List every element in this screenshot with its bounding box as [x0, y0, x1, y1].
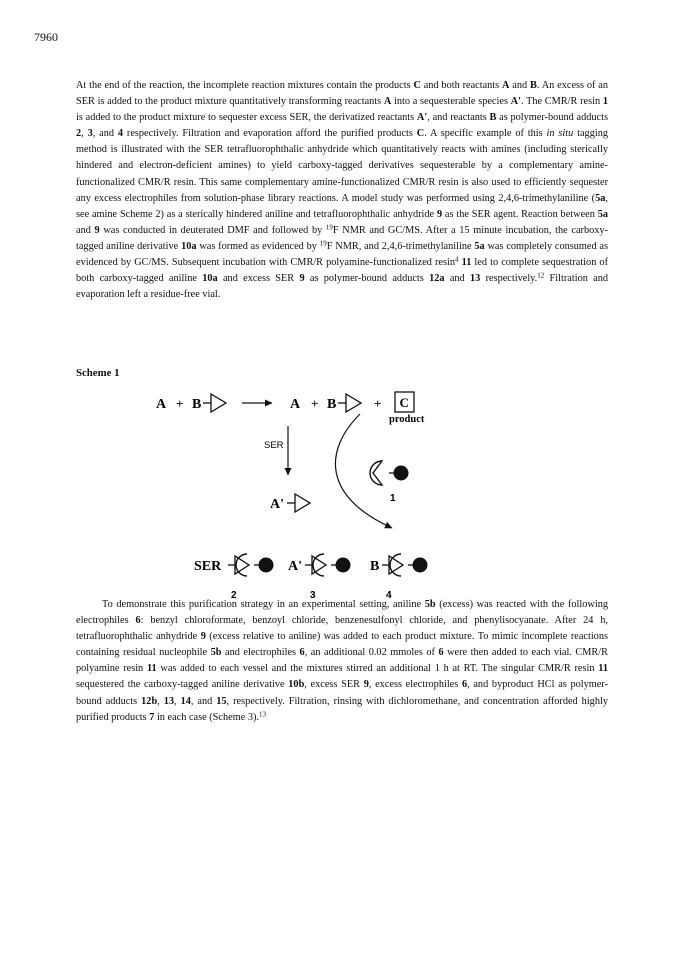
compound-ref: A: [502, 80, 510, 91]
adduct-number-2: 2: [231, 590, 237, 598]
compound-ref: 15: [216, 695, 227, 707]
compound-ref: 2: [76, 128, 82, 140]
adduct-number-3: 3: [310, 590, 316, 598]
a-prime-label: A': [270, 497, 284, 512]
italic-text: in situ: [546, 128, 574, 140]
text-run: , see amine Scheme 2) as a sterically hindered aniline and tetrafluorophthalic anhydride: [76, 192, 608, 220]
compound-ref: 9: [94, 224, 100, 236]
adduct-3-icon: [305, 554, 351, 576]
compound-ref: 9: [299, 273, 305, 285]
plus-sign: +: [176, 396, 184, 411]
text-run: , excess electrophiles: [368, 679, 462, 691]
compound-ref: 5b: [424, 599, 436, 610]
compound-ref: 3: [87, 128, 93, 140]
plus-sign-2: +: [311, 396, 319, 411]
text-run: tagging method is illustrated with the SER tetrafluorophthalic anhydride which quantitatively reacts with amines (including sterically hindered and electron-deficient amines) to yield carboxy-tagged derivatives sequesterable by a complementary amine-functionalized CMR/R resin. This same complementary amine-functionalized CMR/R resin is also used to efficiently sequester any excess electrophiles from solution-phase library reactions. A model study was performed using 2,4,6-trimethylaniline (: [76, 128, 609, 204]
paragraph-2: [76, 597, 608, 726]
text-run: To demonstrate this purification strategy in an experimental setting, aniline: [102, 599, 425, 610]
compound-ref: 14: [180, 695, 191, 707]
text-run: ,: [81, 128, 88, 140]
compound-ref: 9: [363, 679, 369, 691]
compound-ref: 5b: [210, 647, 222, 659]
ser-arrow-label: SER: [264, 440, 284, 451]
text-run: , and: [190, 695, 217, 707]
superscript: 12: [537, 271, 545, 280]
text-run: . An excess of an SER is added to the product mixture quantitatively transforming reactants: [76, 80, 609, 108]
text-run: as polymer-bound adducts: [304, 273, 430, 285]
text-run: F NMR and GC/MS. After a 15 minute incubation, the carboxy-tagged aniline derivative: [76, 224, 608, 252]
text-run: as the SER agent. Reaction between: [442, 208, 598, 220]
text-run: led to complete sequestration of both carboxy-tagged aniline: [76, 257, 609, 285]
text-run: ,: [157, 695, 164, 707]
text-run: respectively.: [480, 273, 538, 285]
reactant-a-label-2: A: [290, 397, 301, 412]
reactant-a-label: A: [156, 397, 167, 412]
resin-receptor-icon: [370, 461, 409, 485]
compound-ref: C: [413, 80, 421, 91]
curved-arrow: [335, 414, 392, 528]
superscript: 19: [325, 223, 333, 232]
compound-ref: 13: [163, 695, 175, 707]
paragraph-1: [76, 78, 608, 303]
compound-ref: A: [383, 96, 392, 108]
text-run: were then added to each vial. CMR/R polyamine resin: [76, 647, 609, 675]
text-run: and both reactants: [420, 80, 503, 91]
compound-ref: 11: [598, 663, 608, 675]
compound-ref: 6: [461, 679, 468, 691]
compound-ref: 9: [436, 208, 443, 220]
text-run: (excess) was reacted with the following electrophiles: [76, 599, 608, 627]
compound-ref: 6: [438, 647, 444, 659]
text-run: ,: [174, 695, 181, 707]
adduct-2-icon: [228, 554, 274, 576]
a-prime-adduct-label: A': [288, 559, 302, 574]
text-run: F NMR, and 2,4,6-trimethylaniline: [326, 240, 475, 252]
text-run: , and reactants: [427, 112, 490, 124]
text-run: was added to each vessel and the mixtures stirred an additional 1 h at RT. The singular CMR/R resin: [156, 663, 599, 675]
text-run: . A specific example of this: [424, 128, 547, 140]
text-run: , and byproduct HCl as polymer-bound adducts: [76, 679, 608, 707]
superscript: 4: [455, 255, 459, 264]
text-run: is added to the product mixture to sequester excess SER, the derivatized reactants: [76, 112, 417, 124]
compound-ref: 4: [117, 128, 124, 140]
compound-ref: B: [530, 80, 537, 91]
text-run: (excess relative to aniline) was added to each product mixture. To mimic incomplete reactions containing residual nucleophile: [76, 631, 608, 659]
compound-ref: A': [510, 96, 521, 108]
text-run: and excess SER: [217, 273, 300, 285]
text-run: . The CMR/R resin: [520, 96, 603, 108]
tag-triangle-icon: [338, 394, 361, 412]
product-label: product: [389, 414, 425, 425]
b-adduct-label: B: [370, 559, 380, 574]
compound-ref: 10a: [202, 273, 218, 285]
reactant-b-label: B: [192, 397, 202, 412]
superscript: 19: [319, 239, 327, 248]
compound-ref: 12b: [141, 695, 158, 707]
text-run: as polymer-bound adducts: [496, 112, 608, 124]
compound-ref: A': [416, 112, 428, 124]
compound-ref: 7: [149, 711, 155, 723]
text-run: At the end of the reaction, the incomplete reaction mixtures contain the products: [76, 80, 414, 91]
compound-ref: 11: [146, 663, 157, 675]
compound-ref: 9: [200, 631, 206, 643]
scheme-1-diagram: [120, 378, 540, 598]
text-run: and: [444, 273, 470, 285]
adduct-number-4: 4: [386, 590, 392, 598]
text-run: was formed as evidenced by: [196, 240, 320, 252]
compound-ref: C: [416, 128, 425, 140]
scheme-label: Scheme 1: [76, 367, 120, 379]
text-run: and: [76, 224, 95, 236]
compound-ref: 12a: [429, 273, 445, 285]
compound-ref: 11: [461, 257, 472, 269]
compound-ref: 6: [299, 647, 305, 659]
compound-ref: 5a: [595, 192, 606, 204]
text-run: , excess SER: [304, 679, 364, 691]
text-run: was conducted in deuterated DMF and followed by: [99, 224, 326, 236]
compound-ref: 5a: [597, 208, 608, 220]
compound-ref: 10b: [288, 679, 305, 691]
text-run: and: [509, 80, 531, 91]
text-run: respectively. Filtration and evaporation afford the purified products: [123, 128, 417, 140]
text-run: was completely consumed as evidenced by GC/MS. Subsequent incubation with CMR/R polyamine-functionalized resin: [76, 240, 609, 269]
reactant-b-label-2: B: [327, 397, 337, 412]
tag-triangle-icon: [203, 394, 226, 412]
text-run: , and: [92, 128, 118, 140]
adduct-4-icon: [382, 554, 428, 576]
product-c-label: C: [399, 395, 409, 410]
text-run: into a sequesterable species: [391, 96, 511, 108]
superscript: 13: [259, 710, 267, 719]
ser-adduct-label: SER: [194, 559, 222, 574]
text-run: and electrophiles: [221, 647, 300, 659]
text-run: Filtration and evaporation left a residue-free vial.: [76, 273, 609, 301]
text-run: sequestered the carboxy-tagged aniline derivative: [76, 679, 289, 691]
text-run: in each case (Scheme 3).: [154, 711, 260, 723]
text-run: , an additional 0.02 mmoles of: [304, 647, 439, 659]
tag-triangle-icon: [287, 494, 310, 512]
page-number: 7960: [34, 30, 58, 44]
text-run: : benzyl chloroformate, benzoyl chloride, benzenesulfonyl chloride, and phenylisocyanate. After 24 h, tetrafluorophthalic anhydride: [76, 615, 609, 643]
plus-sign-3: +: [374, 396, 382, 411]
text-run: , respectively. Filtration, rinsing with dichloromethane, and concentration afforded highly purified products: [76, 695, 608, 723]
compound-ref: B: [489, 112, 497, 124]
compound-ref: 1: [602, 96, 608, 108]
resin-number-1: 1: [390, 493, 396, 504]
compound-ref: 13: [470, 273, 481, 285]
compound-ref: 6: [135, 615, 141, 627]
compound-ref: 10a: [181, 240, 197, 252]
compound-ref: 5a: [474, 240, 485, 252]
